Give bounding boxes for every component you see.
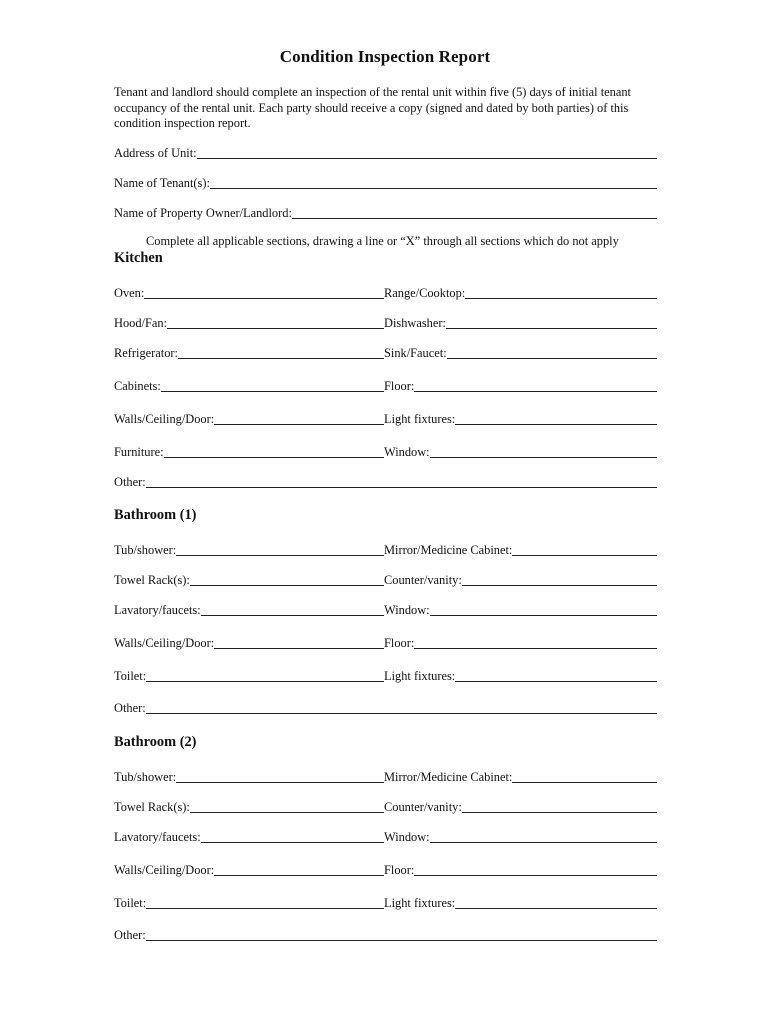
bath2-walls-field[interactable] [114,861,384,877]
field-label: Tub/shower: [114,770,177,784]
field-label: Counter/vanity: [384,573,462,587]
field-line[interactable] [178,358,384,359]
field-line[interactable] [414,391,657,392]
field-line[interactable] [146,713,657,714]
field-line[interactable] [201,842,384,843]
bath1-counter-field[interactable] [384,571,657,587]
bath2-window-field[interactable] [384,828,657,844]
bath1-toilet-field[interactable] [114,667,384,683]
field-line[interactable] [447,358,657,359]
field-label: Sink/Faucet: [384,346,447,360]
field-line[interactable] [214,424,384,425]
bath2-lavatory-field[interactable] [114,828,384,844]
field-line[interactable] [146,940,657,941]
field-line[interactable] [146,908,384,909]
field-line[interactable] [214,875,384,876]
field-label: Range/Cooktop: [384,286,466,300]
owner-line[interactable] [292,218,657,219]
owner-label: Name of Property Owner/Landlord: [114,206,292,220]
field-label: Hood/Fan: [114,316,168,330]
tenant-line[interactable] [210,188,657,189]
bath2-tub-field[interactable] [114,768,384,784]
field-label: Towel Rack(s): [114,800,190,814]
field-label: Light fixtures: [384,896,456,910]
tenant-field[interactable] [114,174,657,190]
kitchen-other-field[interactable] [114,473,657,489]
field-label: Towel Rack(s): [114,573,190,587]
intro-paragraph: Tenant and landlord should complete an inspection of the rental unit within five (5) days of initial tenant occupancy of the rental unit. Each party should receive a copy (signed and dated by both parties) of this condition inspection report. [114,85,631,130]
instructions-text: Complete all applicable sections, drawing a line or “X” through all sections which do not apply [146,234,619,248]
kitchen-dishwasher-field[interactable] [384,314,657,330]
field-label: Counter/vanity: [384,800,462,814]
field-line[interactable] [167,328,384,329]
kitchen-light-field[interactable] [384,410,657,426]
bath2-other-field[interactable] [114,926,657,942]
kitchen-range-field[interactable] [384,284,657,300]
field-line[interactable] [455,908,657,909]
field-line[interactable] [201,615,384,616]
kitchen-floor-field[interactable] [384,377,657,393]
field-line[interactable] [414,648,657,649]
field-line[interactable] [462,812,657,813]
bath1-towel-field[interactable] [114,571,384,587]
field-label: Furniture: [114,445,164,459]
bath1-lavatory-field[interactable] [114,601,384,617]
field-line[interactable] [144,298,384,299]
field-label: Floor: [384,636,415,650]
field-line[interactable] [446,328,657,329]
field-label: Walls/Ceiling/Door: [114,636,215,650]
field-line[interactable] [176,555,384,556]
bath1-light-field[interactable] [384,667,657,683]
field-line[interactable] [190,812,384,813]
field-label: Toilet: [114,896,147,910]
bath1-other-field[interactable] [114,699,657,715]
kitchen-window-field[interactable] [384,443,657,459]
field-label: Other: [114,701,146,715]
field-line[interactable] [430,457,657,458]
field-line[interactable] [455,681,657,682]
kitchen-cabinets-field[interactable] [114,377,384,393]
field-line[interactable] [214,648,384,649]
field-label: Dishwasher: [384,316,446,330]
kitchen-furniture-field[interactable] [114,443,384,459]
owner-field[interactable] [114,204,657,220]
bath2-counter-field[interactable] [384,798,657,814]
field-line[interactable] [455,424,657,425]
field-label: Lavatory/faucets: [114,830,201,844]
field-label: Oven: [114,286,145,300]
kitchen-heading: Kitchen [114,250,163,266]
field-label: Mirror/Medicine Cabinet: [384,770,513,784]
bath2-toilet-field[interactable] [114,894,384,910]
field-line[interactable] [430,615,657,616]
bath1-walls-field[interactable] [114,634,384,650]
field-label: Lavatory/faucets: [114,603,201,617]
field-line[interactable] [190,585,384,586]
field-label: Mirror/Medicine Cabinet: [384,543,513,557]
field-label: Floor: [384,863,415,877]
kitchen-oven-field[interactable] [114,284,384,300]
field-line[interactable] [512,555,657,556]
field-line[interactable] [176,782,384,783]
kitchen-walls-field[interactable] [114,410,384,426]
kitchen-refrigerator-field[interactable] [114,344,384,360]
bath1-floor-field[interactable] [384,634,657,650]
address-label: Address of Unit: [114,146,197,160]
field-label: Tub/shower: [114,543,177,557]
bath2-floor-field[interactable] [384,861,657,877]
field-label: Light fixtures: [384,412,456,426]
bath2-towel-field[interactable] [114,798,384,814]
bath1-window-field[interactable] [384,601,657,617]
address-line[interactable] [197,158,657,159]
field-line[interactable] [414,875,657,876]
field-label: Refrigerator: [114,346,178,360]
bathroom-2-heading: Bathroom (2) [114,734,197,750]
field-label: Light fixtures: [384,669,456,683]
field-line[interactable] [430,842,657,843]
document-title: Condition Inspection Report [279,47,491,66]
field-line[interactable] [465,298,657,299]
field-line[interactable] [462,585,657,586]
address-field[interactable] [114,144,657,160]
field-line[interactable] [146,681,384,682]
kitchen-hood-field[interactable] [114,314,384,330]
field-label: Walls/Ceiling/Door: [114,863,215,877]
tenant-label: Name of Tenant(s): [114,176,210,190]
field-label: Window: [384,603,430,617]
field-label: Other: [114,928,146,942]
field-line[interactable] [164,457,384,458]
bath2-mirror-field[interactable] [384,768,657,784]
bath1-tub-field[interactable] [114,541,384,557]
field-label: Walls/Ceiling/Door: [114,412,215,426]
field-label: Window: [384,830,430,844]
field-label: Floor: [384,379,415,393]
kitchen-sink-field[interactable] [384,344,657,360]
field-label: Window: [384,445,430,459]
bathroom-1-heading: Bathroom (1) [114,507,197,523]
field-label: Cabinets: [114,379,161,393]
field-line[interactable] [146,487,657,488]
field-label: Toilet: [114,669,147,683]
field-label: Other: [114,475,146,489]
field-line[interactable] [512,782,657,783]
bath2-light-field[interactable] [384,894,657,910]
bath1-mirror-field[interactable] [384,541,657,557]
field-line[interactable] [161,391,384,392]
